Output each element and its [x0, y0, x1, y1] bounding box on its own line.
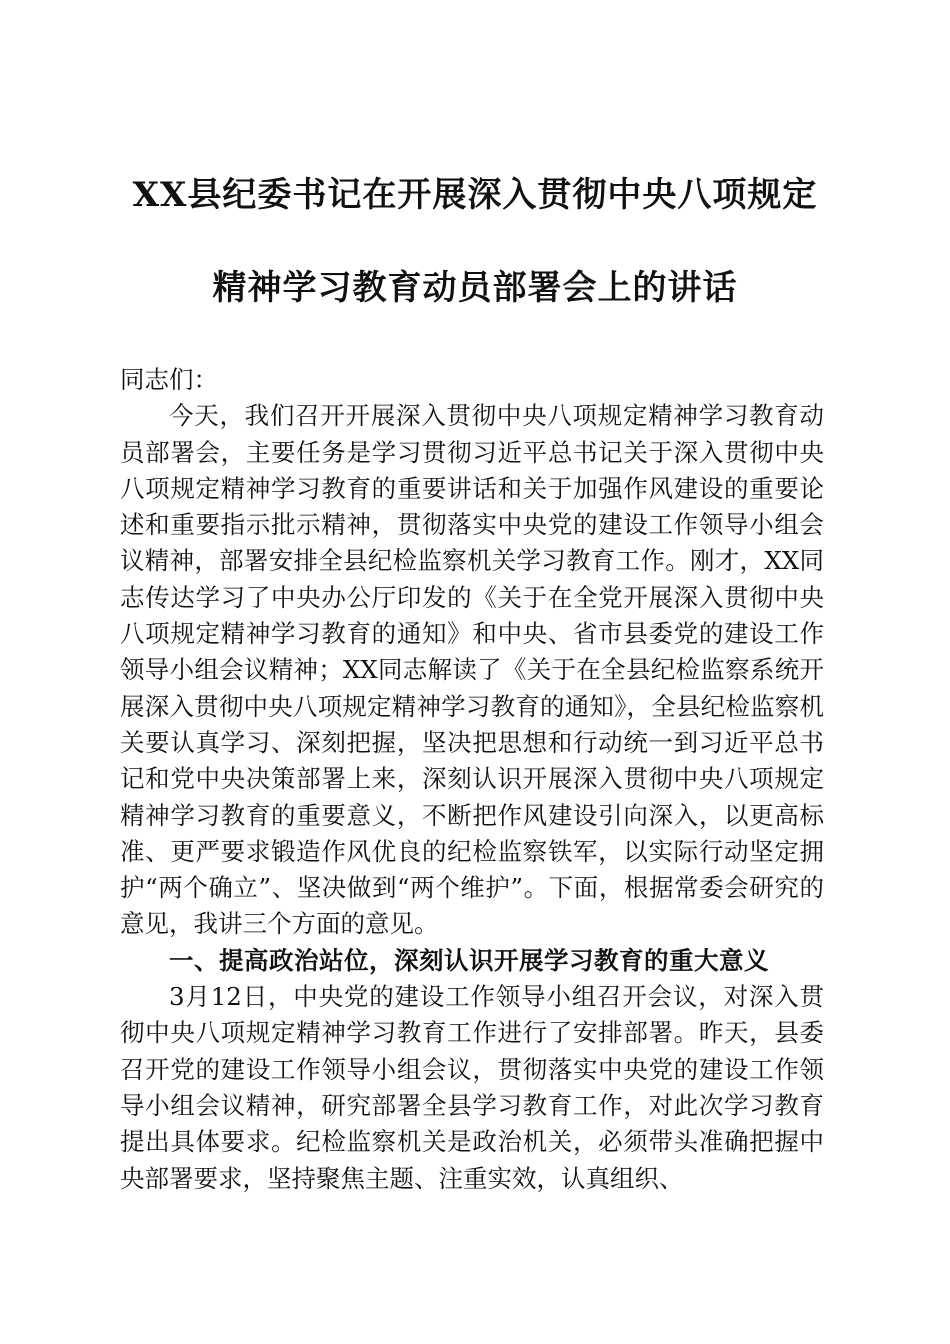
document-title-line-1: XX县纪委书记在开展深入贯彻中央八项规定: [132, 175, 818, 215]
paragraph-section-1: 3月12日，中央党的建设工作领导小组召开会议，对深入贯彻中央八项规定精神学习教育工作进行了安排部署。昨天，县委召开党的建设工作领导小组会议，贯彻落实中央党的建设工作领导小组会议精神，研究部署全县学习教育工作，对此次学习教育提出具体要求。纪检监察机关是政治机关，必须带头准确把握中央部署要求，坚持聚焦主题、注重实效，认真组织、: [120, 982, 824, 1193]
salutation: 同志们：: [120, 365, 218, 394]
paragraph-intro: 今天，我们召开开展深入贯彻中央八项规定精神学习教育动员部署会，主要任务是学习贯彻习近平总书记关于深入贯彻中央八项规定精神学习教育的重要讲话和关于加强作风建设的重要论述和重要指示批示精神，贯彻落实中央党的建设工作领导小组会议精神，部署安排全县纪检监察机关学习教育工作。刚才，XX同志传达学习了中央办公厅印发的《关于在全党开展深入贯彻中央八项规定精神学习教育的通知》和中央、省市县委党的建设工作领导小组会议精神；XX同志解读了《关于在全县纪检监察系统开展深入贯彻中央八项规定精神学习教育的通知》，全县纪检监察机关要认真学习、深刻把握，坚决把思想和行动统一到习近平总书记和党中央决策部署上来，深刻认识开展深入贯彻中央八项规定精神学习教育的重要意义，不断把作风建设引向深入，以更高标准、更严要求锻造作风优良的纪检监察铁军，以实际行动坚定拥护“两个确立”、坚决做到“两个维护”。下面，根据常委会研究的意见，我讲三个方面的意见。: [120, 401, 824, 939]
document-title-line-2: 精神学习教育动员部署会上的讲话: [212, 268, 738, 308]
document-body: [120, 362, 824, 1197]
section-heading-1: 一、提高政治站位，深刻认识开展学习教育的重大意义: [169, 945, 769, 975]
